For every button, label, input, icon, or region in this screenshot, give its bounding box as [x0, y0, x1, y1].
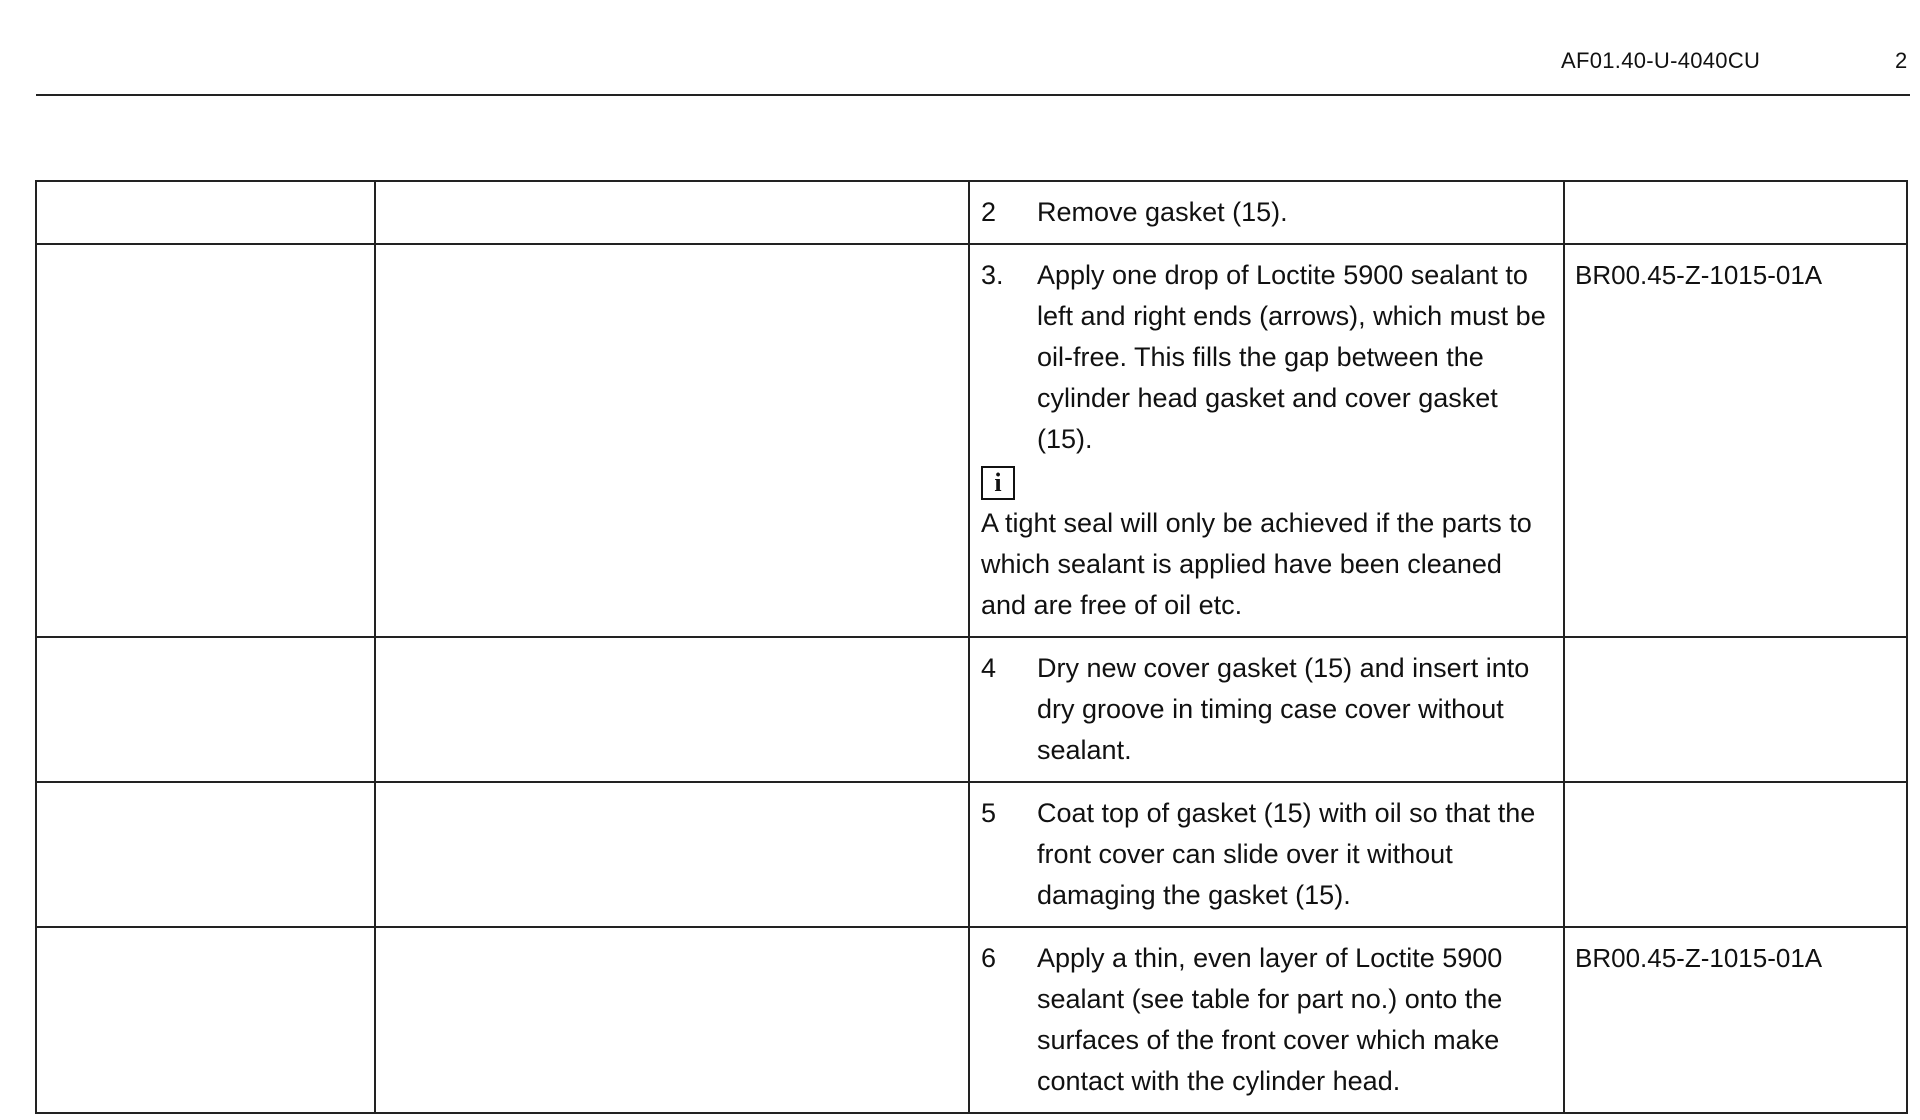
reference-cell — [1564, 637, 1907, 782]
step-cell — [969, 637, 1564, 782]
table-row — [36, 181, 1907, 244]
reference-cell — [1564, 244, 1907, 637]
empty-cell — [36, 244, 375, 637]
empty-cell — [36, 637, 375, 782]
table-row — [36, 927, 1907, 1113]
step-cell — [969, 782, 1564, 927]
empty-cell — [36, 782, 375, 927]
step-4 — [981, 648, 1553, 771]
step-text: Apply one drop of Loctite 5900 sealant to left and right ends (arrows), which must be oil-free. This fills the gap between the cylinder head gasket and cover gasket (15). — [1037, 260, 1546, 454]
step-number: 2 — [981, 197, 997, 227]
info-icon: i — [981, 466, 1015, 500]
reference-code: BR00.45-Z-1015-01A — [1575, 260, 1823, 290]
empty-cell — [375, 927, 969, 1113]
step-text: Apply a thin, even layer of Loctite 5900 sealant (see table for part no.) onto the surfaces of the front cover which make contact with the cylinder head. — [1037, 943, 1503, 1096]
step-5 — [981, 793, 1553, 916]
empty-cell — [375, 244, 969, 637]
step-cell — [969, 181, 1564, 244]
step-text: Coat top of gasket (15) with oil so that the front cover can slide over it without damaging the gasket (15). — [1037, 798, 1536, 910]
empty-cell — [375, 782, 969, 927]
step-cell — [969, 244, 1564, 637]
procedure-table — [35, 180, 1908, 1114]
reference-cell — [1564, 782, 1907, 927]
document-code: AF01.40-U-4040CU — [1561, 48, 1761, 73]
empty-cell — [36, 181, 375, 244]
page-header — [36, 38, 1910, 96]
reference-cell — [1564, 927, 1907, 1113]
page-number: 2 — [1895, 48, 1908, 73]
reference-cell — [1564, 181, 1907, 244]
empty-cell — [375, 637, 969, 782]
step-3 — [981, 255, 1553, 460]
step-2 — [981, 192, 1553, 233]
step-number: 4 — [981, 653, 997, 683]
reference-code: BR00.45-Z-1015-01A — [1575, 943, 1823, 973]
table-row — [36, 637, 1907, 782]
step-number: 3. — [981, 260, 1004, 290]
step-number: 5 — [981, 798, 997, 828]
table-row — [36, 244, 1907, 637]
step-6 — [981, 938, 1553, 1102]
info-note: A tight seal will only be achieved if the parts to which sealant is applied have been cleaned and are free of oil etc. — [981, 508, 1532, 620]
empty-cell — [375, 181, 969, 244]
table-row — [36, 782, 1907, 927]
step-text: Remove gasket (15). — [1037, 197, 1288, 227]
step-cell — [969, 927, 1564, 1113]
empty-cell — [36, 927, 375, 1113]
step-text: Dry new cover gasket (15) and insert into dry groove in timing case cover without sealant. — [1037, 653, 1530, 765]
step-number: 6 — [981, 943, 997, 973]
